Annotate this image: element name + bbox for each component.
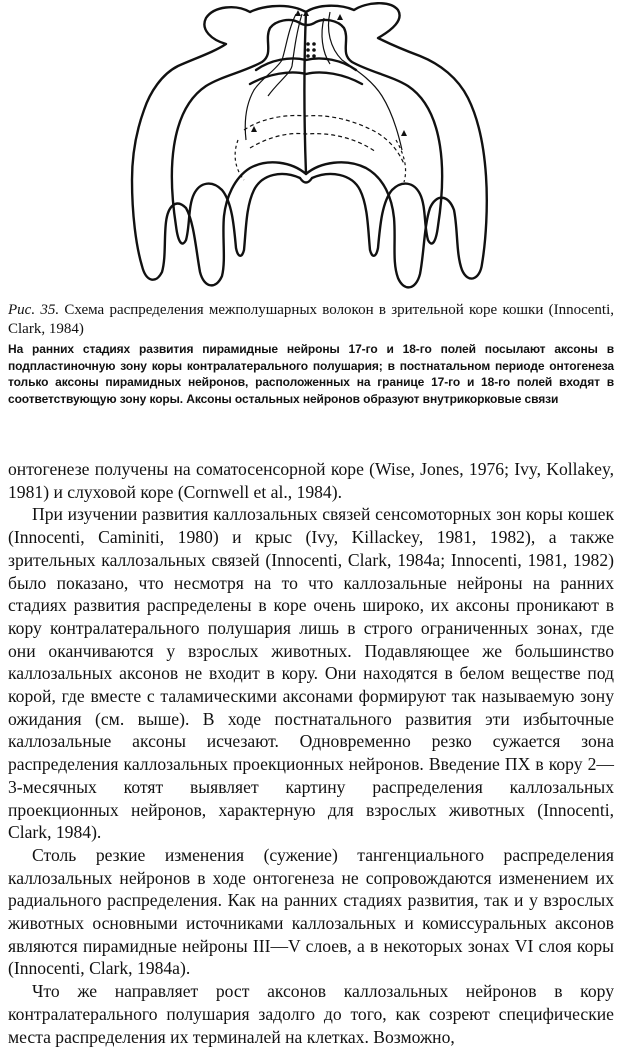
paragraph-2: При изучении развития каллозальных связей сенсомоторных зон коры кошек (Innocenti, Caminiti, 1980) и крыс (Ivy, Killackey, 1981, 1982), а также зрительных каллозальных связей (Innocenti, Clark, 1984a; Innocenti, 1981, 1982) было показано, что несмотря на то что каллозальные нейроны на ранних стадиях развития распределены в коре очень широко, их аксоны проникают в кору контралатерального полушария лишь в строго ограниченных зонах, где они оканчиваются у взрослых животных. Подавляющее же большинство каллозальных аксонов не входит в кору. Они находятся в белом веществе под корой, где вместе с таламическими аксонами формируют так называемую зону ожидания (см. выше). В ходе постнатального развития эти избыточные каллозальные аксоны исчезают. Одновременно резко сужается зона распределения каллозальных проекционных нейронов. Введение ПХ в кору 2—3-месячных котят выявляет картину распределения каллозальных проекционных нейронов, характерную для взрослых животных (Innocenti, Clark, 1984). [8,504,614,843]
paragraph-3: Столь резкие изменения (сужение) тангенциального распределения каллозальных нейронов в ходе онтогенеза не сопровождаются изменением их радиального распределения. Как на ранних стадиях развития, так и у взрослых животных основными источниками каллозальных и комиссуральных аксонов являются пирамидные нейроны III—V слоев, а в некоторых зонах VI слоя коры (Innocenti, Clark, 1984a). [8,844,614,979]
cortex-outline [132,3,487,287]
cat-visual-cortex-diagram [0,0,620,300]
figure-caption-title [8,301,614,339]
body-text [8,458,614,1048]
pyramidal-neuron-icon [295,10,301,16]
paragraph-1: онтогенезе получены на соматосенсорной коре (Wise, Jones, 1976; Ivy, Kollakey, 1981) и слуховой коре (Cornwell et al., 1984). [8,459,614,502]
figure-label: Рис. 35. [8,302,60,318]
figure-caption [8,301,614,407]
corpus-callosum [256,58,356,70]
callosal-fiber-path [245,14,296,140]
figure-title: Схема распределения межполушарных волокон в зрительной коре кошки (Innocenti, Clark, 1984) [8,302,614,337]
paragraph-4: Что же направляет рост аксонов каллозальных нейронов в кору контралатерального полушария задолго до того, как созреют специфические места распределения их терминалей на клетках. Возможно, [8,981,614,1047]
brain-diagram-figure [0,0,620,300]
medial-fissure [305,12,307,174]
figure-note: На ранних стадиях развития пирамидные нейроны 17-го и 18-го полей посылают аксоны в подпластиночную зону коры контралатерального полушария; в постнатальном периоде онтогенеза только аксоны пирамидных нейронов, расположенных на границе 17-го и 18-го полей входят в соответствующую зону коры. Аксоны остальных нейронов образуют внутрикорковые связи [8,342,614,406]
